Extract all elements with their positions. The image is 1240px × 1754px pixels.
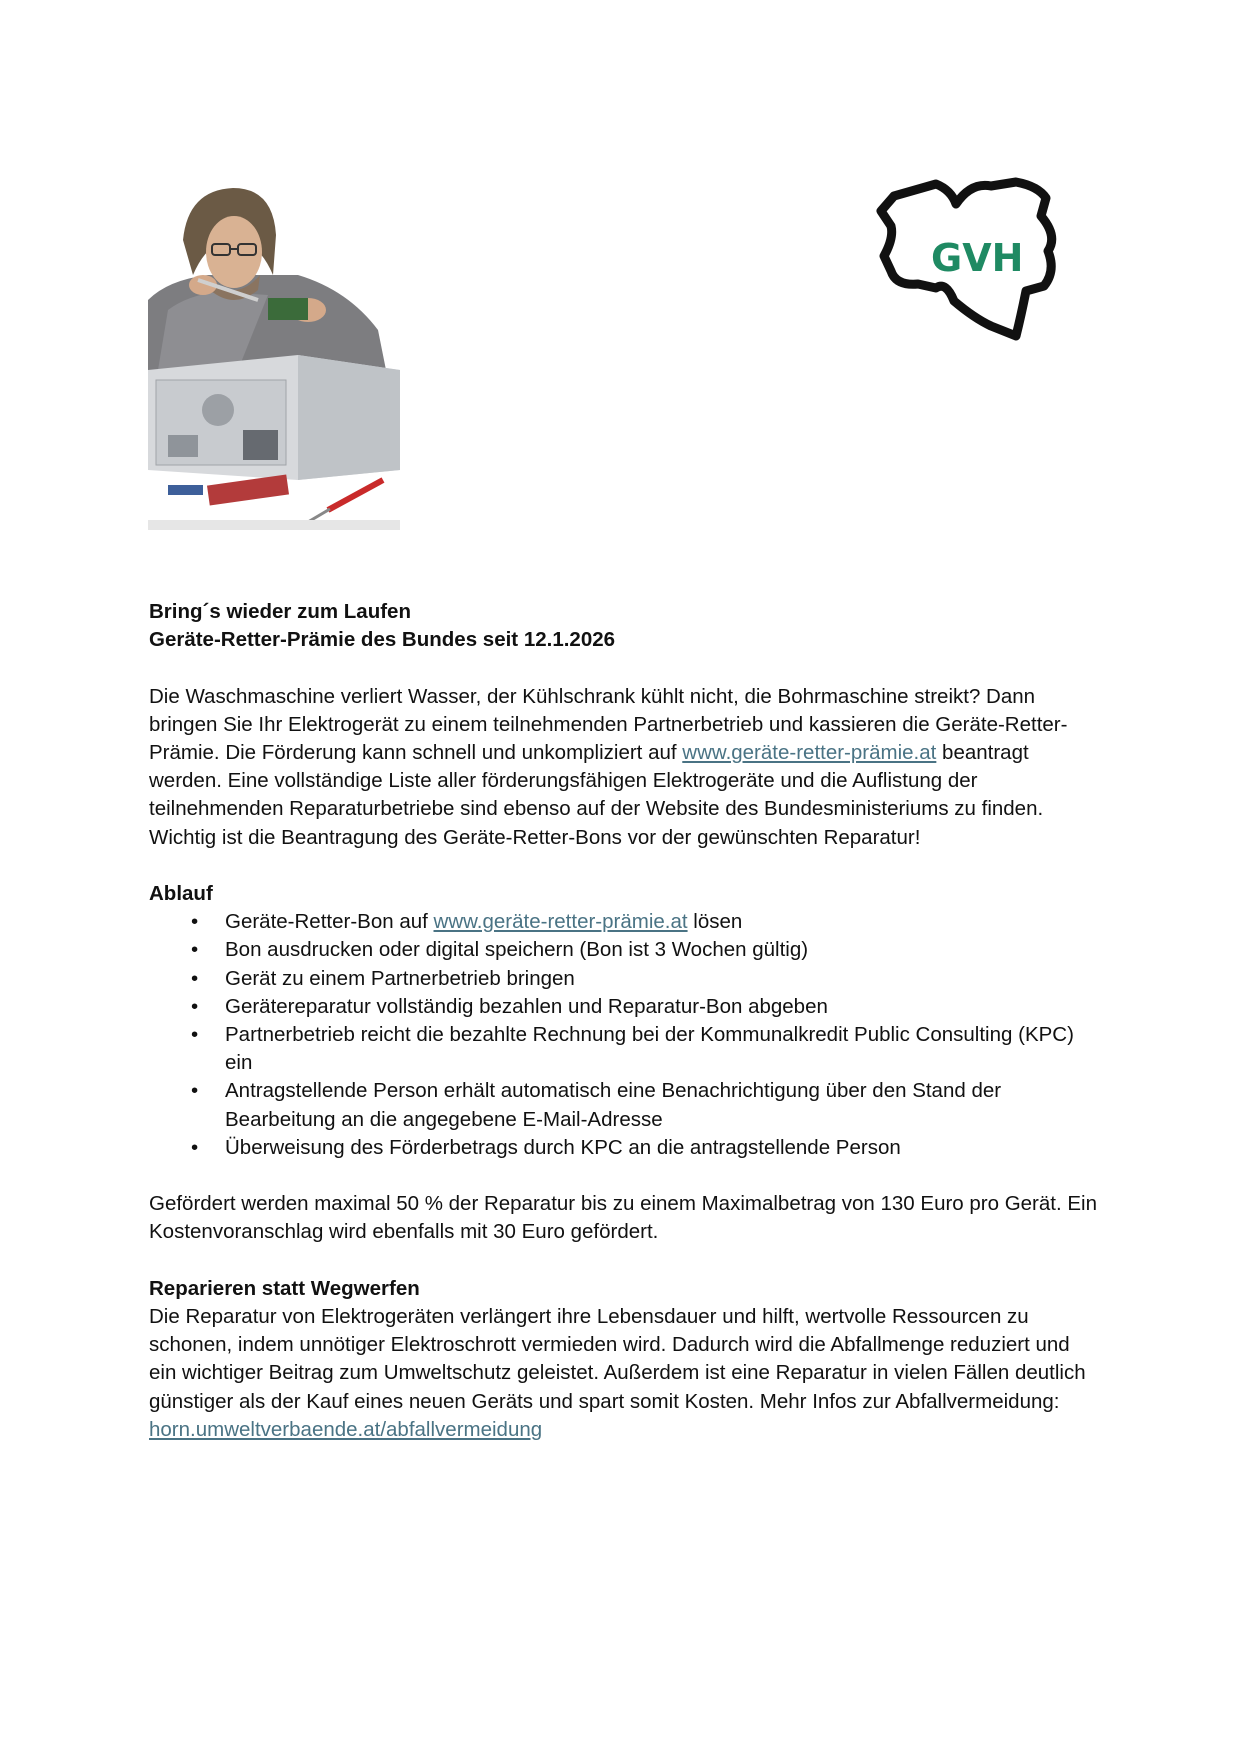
repair-heading: Reparieren statt Wegwerfen [149, 1276, 420, 1300]
bullet-icon: • [191, 1023, 199, 1047]
intro-text-1: Die Waschmaschine verliert Wasser, der Kühlschrank kühlt nicht, die Bohrmaschine streikt? Dann bringen Sie Ihr Elektrogerät zu einem teilnehmenden Partnerbetrieb und kassieren die Geräte-Retter-Prämie. Die Förderung kann schnell und unkompliziert auf [149, 684, 1068, 764]
gvh-logo [876, 176, 1066, 346]
repair-photo [148, 180, 400, 530]
abfallvermeidung-link[interactable]: horn.umweltverbaende.at/abfallvermeidung [149, 1417, 543, 1441]
bullet-icon: • [191, 966, 199, 990]
document-body [149, 598, 1099, 1444]
funding-paragraph: Gefördert werden maximal 50 % der Reparatur bis zu einem Maximalbetrag von 130 Euro pro Gerät. Ein Kostenvoranschlag wird ebenfalls mit 30 Euro gefördert. [149, 1192, 1098, 1244]
step-link[interactable]: www.geräte-retter-prämie.at [433, 910, 688, 934]
repair-text: Die Reparatur von Elektrogeräten verlängert ihre Lebensdauer und hilft, wertvolle Ressourcen zu schonen, indem unnötiger Elektroschrott vermieden wird. Dadurch wird die Abfallmenge reduziert und ein wichtiger Beitrag zum Umweltschutz geleistet. Außerdem ist eine Reparatur in vielen Fällen deutlich günstiger als der Kauf eines neuen Geräts und spart somit Kosten. Mehr Infos zur Abfallvermeidung: [149, 1305, 1086, 1413]
list-item [149, 1077, 1099, 1133]
step-text: Gerät zu einem Partnerbetrieb bringen [225, 966, 575, 990]
intro-paragraph [149, 683, 1099, 852]
step-text: Bon ausdrucken oder digital speichern (Bon ist 3 Wochen gültig) [225, 938, 809, 962]
list-item [149, 1021, 1099, 1077]
step-text: Partnerbetrieb reicht die bezahlte Rechnung bei der Kommunalkredit Public Consulting (KPC) ein [225, 1023, 1074, 1075]
bullet-icon: • [191, 910, 199, 934]
bullet-icon: • [191, 938, 199, 962]
bullet-icon: • [191, 1135, 199, 1159]
list-item [149, 993, 1099, 1021]
title-line-1: Bring´s wieder zum Laufen [149, 600, 411, 623]
repair-paragraph [149, 1303, 1099, 1444]
list-item [149, 908, 1099, 936]
list-item [149, 936, 1099, 964]
ablauf-list [149, 908, 1099, 1162]
bullet-icon: • [191, 1079, 199, 1103]
title-line-2: Geräte-Retter-Prämie des Bundes seit 12.1.2026 [149, 628, 616, 652]
step-text: Geräte-Retter-Bon auf [225, 910, 434, 934]
intro-text-2: beantragt werden. Eine vollständige Liste aller förderungsfähigen Elektrogeräte und die Auflistung der teilnehmenden Reparaturbetriebe sind ebenso auf der Website des Bundesministeriums zu finden. Wichtig ist die Beantragung des Geräte-Retter-Bons vor der gewünschten Reparatur! [149, 741, 1044, 849]
ablauf-heading: Ablauf [149, 882, 213, 905]
logo-text: GVH [931, 236, 1024, 280]
step-text: Antragstellende Person erhält automatisch eine Benachrichtigung über den Stand der Bearbeitung an die angegebene E-Mail-Adresse [225, 1079, 1002, 1131]
list-item [149, 965, 1099, 993]
step-text: Überweisung des Förderbetrags durch KPC an die antragstellende Person [225, 1135, 901, 1159]
step-text: Gerätereparatur vollständig bezahlen und Reparatur-Bon abgeben [225, 994, 828, 1018]
intro-link[interactable]: www.geräte-retter-prämie.at [682, 741, 937, 764]
bullet-icon: • [191, 994, 199, 1018]
list-item [149, 1134, 1099, 1162]
step-text: lösen [687, 910, 743, 934]
